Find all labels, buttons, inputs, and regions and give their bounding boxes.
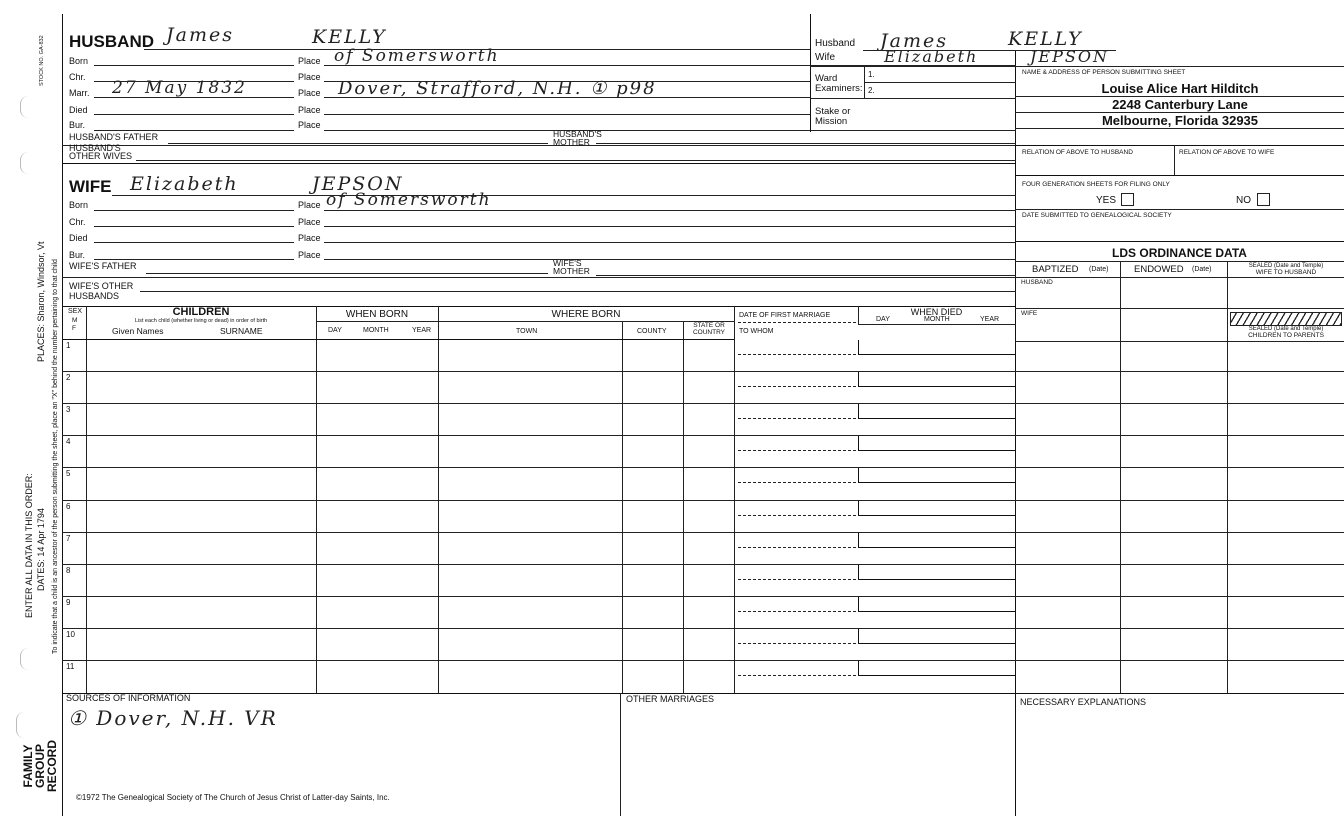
ch-died-year: YEAR	[980, 316, 1000, 323]
husband-mother-label: HUSBAND'S MOTHER	[553, 129, 602, 147]
submitter-line-3	[1015, 128, 1344, 129]
child-row-separator	[62, 564, 1344, 565]
child-row-number: 3	[66, 405, 71, 415]
ch-day: DAY	[328, 327, 342, 334]
child-death-date-box[interactable]	[858, 372, 1015, 387]
husband-chr-label: Chr.	[69, 72, 86, 82]
husband-chr-place-label: Place	[298, 72, 321, 82]
sources-label: SOURCES OF INFORMATION	[66, 693, 191, 703]
wife-heading: WIFE	[69, 177, 112, 196]
child-death-date-box[interactable]	[858, 404, 1015, 419]
husband-father-bottom	[62, 145, 1016, 146]
examiner-1-line	[864, 82, 1016, 83]
ch-header-bottom	[62, 339, 734, 340]
wife-mother-label: WIFE'S MOTHER	[553, 258, 590, 276]
right-panel-divider	[1015, 50, 1016, 816]
binder-hole-4	[16, 712, 25, 738]
wife-died-label: Died	[69, 233, 88, 243]
husband-born-place-label: Place	[298, 56, 321, 66]
ch-instruction: List each child (whether living or dead) in order of birth	[134, 318, 268, 324]
child-row-separator	[62, 403, 1344, 404]
husband-born-place[interactable]: of Somersworth	[334, 46, 500, 66]
necessary-explanations-label: NECESSARY EXPLANATIONS	[1020, 697, 1147, 707]
ch-where-born-line	[438, 321, 734, 322]
rh-husband-label: Husband	[815, 38, 856, 49]
child-row-number: 5	[66, 469, 71, 479]
child-row-number: 2	[66, 373, 71, 383]
husband-died-line	[94, 114, 294, 115]
wife-born-place-line	[324, 210, 1016, 211]
four-gen-label: FOUR GENERATION SHEETS FOR FILING ONLY	[1022, 181, 1170, 188]
lds-header-bottom	[1015, 277, 1344, 278]
child-row-number: 6	[66, 501, 71, 511]
child-row-number: 4	[66, 437, 71, 447]
child-row-number: 11	[66, 662, 75, 671]
side-note: To indicate that a child is an ancestor of the person submitting the sheet, place an "X" behind the number pertaining to that child	[52, 259, 59, 654]
wife-born-label: Born	[69, 200, 89, 210]
lds-children-to-parents: CHILDREN TO PARENTS	[1248, 332, 1324, 339]
ward-label: Ward	[815, 73, 838, 84]
side-places: PLACES: Sharon, Windsor, Vt	[36, 241, 46, 362]
wife-chr-label: Chr.	[69, 217, 86, 227]
child-row-separator	[62, 371, 1344, 372]
wife-chr-place-line	[324, 226, 1016, 227]
child-row-number: 9	[66, 597, 71, 607]
husband-born-label: Born	[69, 56, 89, 66]
wife-born-place[interactable]: of Somersworth	[326, 190, 492, 210]
ch-to-whom: TO WHOM	[739, 328, 774, 335]
ch-died-header-bottom	[858, 324, 1016, 325]
child-death-date-box[interactable]	[858, 501, 1015, 516]
child-death-date-box[interactable]	[858, 436, 1015, 451]
relation-bottom	[1015, 175, 1344, 176]
submitter-street[interactable]: 2248 Canterbury Lane	[1112, 97, 1248, 112]
child-death-date-box[interactable]	[858, 533, 1015, 548]
lds-col-2	[1227, 261, 1228, 694]
child-marriage-date-dashes	[738, 450, 856, 451]
husband-died-label: Died	[69, 105, 88, 115]
submitter-bottom	[1015, 145, 1344, 146]
ch-when-died: WHEN DIED	[910, 307, 963, 317]
husband-marr-place-label: Place	[298, 88, 321, 98]
four-gen-no-label: NO	[1236, 195, 1251, 206]
child-row-separator	[62, 628, 1344, 629]
child-marriage-date-dashes	[738, 482, 856, 483]
ch-sex-f: F	[72, 325, 76, 332]
child-death-date-box[interactable]	[858, 468, 1015, 483]
examiners-bottom	[810, 98, 1016, 99]
wife-died-line	[94, 242, 294, 243]
mission-label: Mission	[815, 116, 848, 127]
rh-wife-given[interactable]: Elizabeth	[884, 47, 979, 66]
husband-heading: HUSBAND	[69, 32, 154, 51]
child-row-separator	[62, 596, 1344, 597]
lds-baptized-date: (Date)	[1089, 266, 1109, 273]
child-row-number: 1	[66, 341, 71, 350]
wife-born-line	[94, 210, 294, 211]
ch-year: YEAR	[412, 327, 432, 334]
ch-surname: SURNAME	[220, 326, 263, 336]
husband-marr-place[interactable]: Dover, Strafford, N.H. ① p98	[338, 78, 657, 99]
left-margin-line	[62, 14, 63, 816]
lds-sealed-wife: SEALED (Date and Temple)	[1248, 263, 1324, 269]
husband-given[interactable]: James	[166, 24, 234, 46]
wife-chr-line	[94, 226, 294, 227]
ch-sex-m: M	[72, 317, 78, 324]
lds-title: LDS ORDINANCE DATA	[1112, 246, 1247, 260]
lds-endowed-date: (Date)	[1192, 266, 1212, 273]
husband-section-bottom	[62, 163, 1016, 164]
husband-mother-line	[596, 143, 1016, 144]
husband-marr-date[interactable]: 27 May 1832	[112, 78, 247, 98]
wife-bur-place-label: Place	[298, 250, 321, 260]
submitter-label: NAME & ADDRESS OF PERSON SUBMITTING SHEET	[1022, 69, 1186, 76]
side-enter: ENTER ALL DATA IN THIS ORDER:	[24, 473, 34, 618]
ch-marriage-dash	[738, 322, 856, 323]
sources-text[interactable]: ① Dover, N.H. VR	[68, 706, 278, 730]
header-divider	[810, 14, 811, 132]
binder-hole-3	[20, 648, 29, 670]
ch-died-month: MONTH	[924, 316, 950, 323]
other-marriages-label: OTHER MARRIAGES	[626, 694, 715, 704]
child-marriage-date-dashes	[738, 643, 856, 644]
child-death-date-box[interactable]	[858, 340, 1015, 355]
husband-born-line	[94, 65, 294, 66]
relation-wife-label: RELATION OF ABOVE TO WIFE	[1179, 149, 1275, 156]
wife-mother-line	[596, 275, 1016, 276]
child-marriage-date-dashes	[738, 675, 856, 676]
ch-sex: SEX	[68, 308, 83, 315]
child-death-date-box[interactable]	[858, 597, 1015, 612]
stock-number: STOCK NO. GA-832	[39, 35, 45, 86]
husband-other-wives-line	[136, 160, 1016, 161]
lds-husband: HUSBAND	[1021, 279, 1053, 286]
wife-other-husbands-label: WIFE'S OTHER HUSBANDS	[69, 281, 134, 301]
child-row-separator	[62, 532, 1344, 533]
child-row-number: 10	[66, 629, 75, 639]
wife-name-line	[112, 195, 1016, 196]
ch-title: CHILDREN	[172, 306, 230, 318]
wife-bur-label: Bur.	[69, 250, 86, 260]
lds-wife-to-husband: WIFE TO HUSBAND	[1255, 269, 1317, 276]
wife-died-place-label: Place	[298, 233, 321, 243]
husband-bur-label: Bur.	[69, 120, 86, 130]
wife-surname[interactable]: JEPSON	[312, 173, 404, 195]
child-row-number: 7	[66, 533, 71, 543]
wife-died-place-line	[324, 242, 1016, 243]
child-death-date-box[interactable]	[858, 629, 1015, 644]
rh-wife-label: Wife	[815, 52, 835, 63]
binder-hole-2	[20, 152, 29, 174]
child-marriage-date-dashes	[738, 611, 856, 612]
husband-father-line	[168, 143, 548, 144]
ch-state-or: STATE OR	[693, 322, 725, 329]
ch-col-state	[683, 321, 684, 694]
binder-hole-1	[20, 96, 29, 118]
ch-col-county	[622, 321, 623, 694]
submitter-city[interactable]: Melbourne, Florida 32935	[1101, 113, 1259, 128]
lds-husband-bottom	[1015, 308, 1344, 309]
ch-first-marriage: DATE OF FIRST MARRIAGE	[739, 312, 831, 319]
child-marriage-date-dashes	[738, 386, 856, 387]
child-row-separator	[62, 435, 1344, 436]
ch-town: TOWN	[516, 328, 538, 335]
husband-marr-label: Marr.	[69, 88, 90, 98]
examiner-2: 2.	[868, 86, 875, 95]
side-dates: DATES: 14 Apr 1794	[36, 508, 46, 591]
wife-born-place-label: Place	[298, 200, 321, 210]
examiners-label: Examiners:	[815, 83, 863, 94]
date-submitted-bottom	[1015, 241, 1344, 242]
four-gen-yes-label: YES	[1096, 195, 1117, 206]
rh-husband-given[interactable]: James	[880, 30, 948, 52]
submitter-name[interactable]: Louise Alice Hart Hilditch	[1101, 81, 1259, 96]
examiner-1: 1.	[868, 70, 875, 79]
lds-col-1	[1120, 261, 1121, 694]
rh-wife-surname[interactable]: JEPSON	[1030, 47, 1109, 66]
lds-baptized: BAPTIZED	[1032, 264, 1079, 275]
wife-father-label: WIFE'S FATHER	[69, 261, 137, 271]
four-gen-yes-checkbox[interactable]	[1121, 193, 1134, 206]
husband-bur-place-label: Place	[298, 120, 321, 130]
child-row-separator	[62, 500, 1344, 501]
child-marriage-date-dashes	[738, 579, 856, 580]
ch-month: MONTH	[363, 327, 389, 334]
ch-country: COUNTRY	[692, 329, 726, 336]
husband-bur-place-line	[324, 130, 1016, 131]
other-marriages-divider	[620, 693, 621, 816]
lds-wife: WIFE	[1021, 310, 1038, 317]
child-marriage-date-dashes	[738, 418, 856, 419]
wife-chr-place-label: Place	[298, 217, 321, 227]
relation-husband-label: RELATION OF ABOVE TO HUSBAND	[1022, 149, 1133, 156]
child-death-date-box[interactable]	[858, 661, 1015, 676]
child-row-number: 8	[66, 565, 71, 575]
husband-died-place-line	[324, 114, 810, 115]
four-gen-no-checkbox[interactable]	[1257, 193, 1270, 206]
wife-father-bottom	[62, 277, 1016, 278]
husband-surname[interactable]: KELLY	[312, 26, 387, 48]
lds-sealed-children: SEALED (Date and Temple)	[1248, 326, 1324, 332]
lds-title-bottom	[1015, 261, 1344, 262]
husband-died-place-label: Place	[298, 105, 321, 115]
husband-other-wives-label: HUSBAND'S OTHER WIVES	[69, 143, 133, 161]
ch-when-born: WHEN BORN	[345, 309, 409, 320]
child-marriage-date-dashes	[738, 354, 856, 355]
lds-endowed: ENDOWED	[1134, 264, 1184, 275]
wife-other-husbands-line	[140, 291, 1016, 292]
child-marriage-date-dashes	[738, 547, 856, 548]
wife-bur-line	[94, 259, 294, 260]
four-gen-bottom	[1015, 209, 1344, 210]
child-death-date-box[interactable]	[858, 565, 1015, 580]
wife-bur-place-line	[324, 259, 1016, 260]
ch-county: COUNTY	[637, 328, 667, 335]
relation-divider	[1174, 145, 1175, 175]
ch-when-born-line	[316, 321, 438, 322]
ch-where-born: WHERE BORN	[551, 309, 621, 320]
lds-wife-bottom	[1015, 341, 1344, 342]
child-row-separator	[62, 467, 1344, 468]
record-title: FAMILY GROUP RECORD	[21, 740, 59, 793]
husband-father-label: HUSBAND'S FATHER	[69, 132, 159, 142]
stake-label: Stake or	[815, 106, 851, 117]
rh-husband-surname[interactable]: KELLY	[1008, 28, 1083, 50]
wife-given[interactable]: Elizabeth	[130, 173, 239, 195]
copyright: ©1972 The Genealogical Society of The Church of Jesus Christ of Latter-day Saints, Inc.	[76, 793, 390, 802]
child-row-separator	[62, 660, 1344, 661]
child-marriage-date-dashes	[738, 515, 856, 516]
ch-died-day: DAY	[876, 316, 890, 323]
ch-given-names: Given Names	[112, 326, 164, 336]
date-submitted-label: DATE SUBMITTED TO GENEALOGICAL SOCIETY	[1022, 212, 1172, 219]
wife-father-line	[146, 273, 548, 274]
lds-hatched-cell	[1230, 312, 1342, 326]
husband-bur-line	[94, 130, 294, 131]
rh-wife-line	[810, 66, 1344, 67]
